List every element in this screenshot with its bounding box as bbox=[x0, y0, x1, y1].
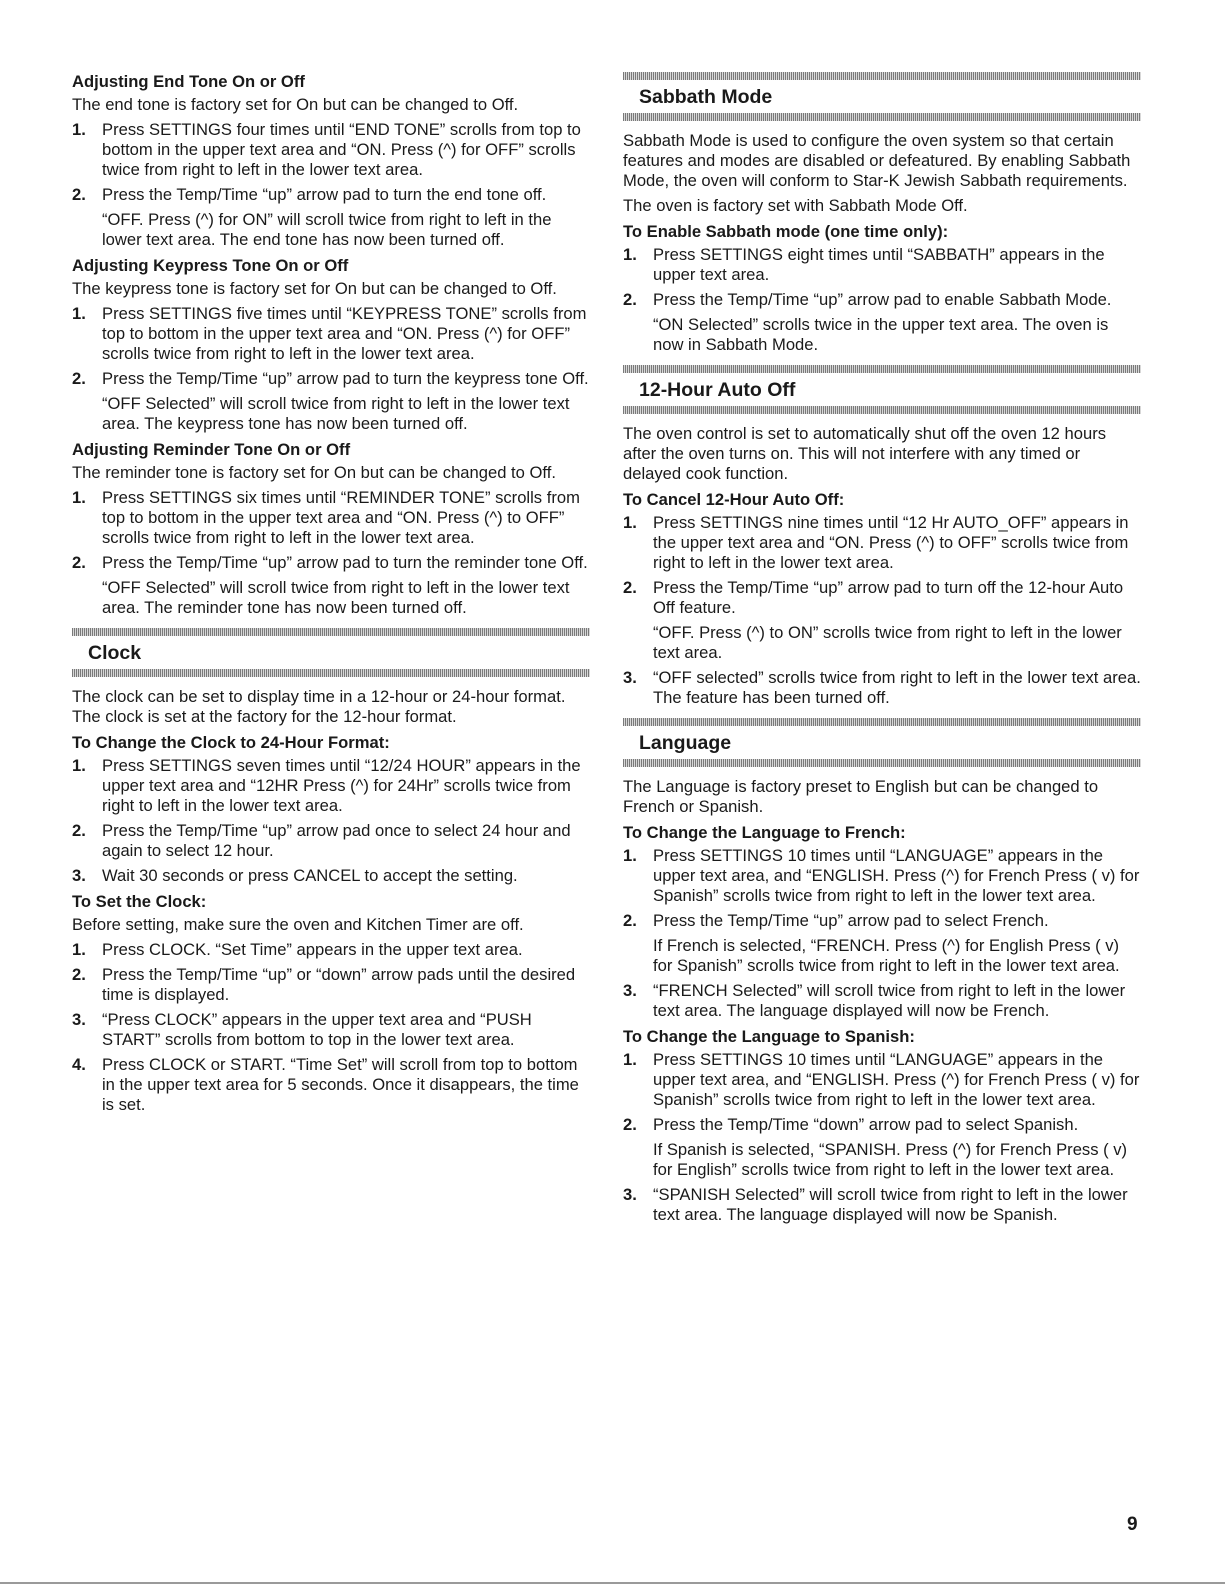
step-text: “Press CLOCK” appears in the upper text area and “PUSH START” scrolls from bottom to top in the lower text area. bbox=[102, 1010, 532, 1049]
step-number: 1. bbox=[623, 513, 637, 532]
step-item bbox=[623, 513, 1141, 573]
step-note: If French is selected, “FRENCH. Press (^) for English Press ( v) for Spanish” scrolls twice from right to left in the lower text area. bbox=[653, 936, 1120, 975]
auto-off-intro: The oven control is set to automatically shut off the oven 12 hours after the oven turns on. This will not interfere with any timed or delayed cook function. bbox=[623, 424, 1107, 483]
step-note: “ON Selected” scrolls twice in the upper text area. The oven is now in Sabbath Mode. bbox=[653, 315, 1109, 354]
step-item bbox=[72, 553, 590, 618]
step-text: Press SETTINGS five times until “KEYPRESS TONE” scrolls from top to bottom in the upper text area and “ON. Press (^) for OFF” scrolls twice from right to left in the lower text area. bbox=[102, 304, 587, 363]
step-number: 2. bbox=[72, 369, 86, 388]
step-number: 1. bbox=[72, 304, 86, 323]
step-item bbox=[623, 846, 1141, 906]
step-item bbox=[623, 578, 1141, 663]
step-item bbox=[72, 1055, 590, 1115]
step-text: Press the Temp/Time “up” arrow pad to turn the end tone off. bbox=[102, 185, 547, 204]
step-item bbox=[72, 756, 590, 816]
step-text: Press the Temp/Time “up” arrow pad to enable Sabbath Mode. bbox=[653, 290, 1112, 309]
step-text: Press SETTINGS six times until “REMINDER TONE” scrolls from top to bottom in the upper text area and “ON. Press (^) to OFF” scrolls twice from right to left in the lower text area. bbox=[102, 488, 580, 547]
step-text: Press the Temp/Time “up” arrow pad to select French. bbox=[653, 911, 1049, 930]
step-item bbox=[623, 245, 1141, 285]
language-spanish-steps bbox=[623, 1050, 1141, 1225]
clock-intro: The clock can be set to display time in a 12-hour or 24-hour format. The clock is set at the factory for the 12-hour format. bbox=[72, 687, 566, 726]
step-text: Wait 30 seconds or press CANCEL to accept the setting. bbox=[102, 866, 518, 885]
reminder-tone-heading: Adjusting Reminder Tone On or Off bbox=[72, 440, 351, 459]
step-note: “OFF. Press (^) to ON” scrolls twice from right to left in the lower text area. bbox=[653, 623, 1122, 662]
step-text: Press SETTINGS 10 times until “LANGUAGE” appears in the upper text area, and “ENGLISH. Press (^) for French Press ( v) for Spanish” scrolls twice from right to left in the lower text area. bbox=[653, 846, 1140, 905]
keypress-tone-intro: The keypress tone is factory set for On but can be changed to Off. bbox=[72, 279, 557, 298]
page-number: 9 bbox=[1127, 1514, 1138, 1535]
section-divider-top bbox=[623, 365, 1141, 373]
step-number: 1. bbox=[72, 756, 86, 775]
step-text: Press the Temp/Time “down” arrow pad to select Spanish. bbox=[653, 1115, 1079, 1134]
step-text: Press the Temp/Time “up” arrow pad to turn off the 12-hour Auto Off feature. bbox=[653, 578, 1124, 617]
step-number: 2. bbox=[623, 1115, 637, 1134]
step-text: Press SETTINGS nine times until “12 Hr AUTO_OFF” appears in the upper text area and “ON. Press (^) to OFF” scrolls twice from right to left in the lower text area. bbox=[653, 513, 1129, 572]
sabbath-title: Sabbath Mode bbox=[639, 86, 773, 108]
clock-format-steps bbox=[72, 756, 590, 886]
step-number: 2. bbox=[72, 185, 86, 204]
section-divider-top bbox=[623, 72, 1141, 80]
step-number: 2. bbox=[623, 578, 637, 597]
sabbath-intro-2: The oven is factory set with Sabbath Mode Off. bbox=[623, 196, 968, 215]
language-french-heading: To Change the Language to French: bbox=[623, 823, 906, 842]
step-number: 2. bbox=[623, 911, 637, 930]
right-column bbox=[623, 66, 1141, 1230]
step-number: 1. bbox=[72, 940, 86, 959]
step-item bbox=[623, 1185, 1141, 1225]
step-text: Press SETTINGS four times until “END TONE” scrolls from top to bottom in the upper text area and “ON. Press (^) for OFF” scrolls twice from right to left in the lower text area. bbox=[102, 120, 581, 179]
step-number: 3. bbox=[623, 1185, 637, 1204]
clock-set-intro: Before setting, make sure the oven and Kitchen Timer are off. bbox=[72, 915, 524, 934]
sabbath-intro: Sabbath Mode is used to configure the oven system so that certain features and modes are disabled or defeatured. By enabling Sabbath Mode, the oven will conform to Star-K Jewish Sabbath requirements. bbox=[623, 131, 1131, 190]
keypress-tone-steps bbox=[72, 304, 590, 434]
step-number: 1. bbox=[623, 1050, 637, 1069]
step-note: “OFF Selected” will scroll twice from right to left in the lower text area. The keypress tone has now been turned off. bbox=[102, 394, 570, 433]
section-divider-bottom bbox=[72, 669, 590, 677]
reminder-tone-intro: The reminder tone is factory set for On but can be changed to Off. bbox=[72, 463, 556, 482]
step-item bbox=[72, 821, 590, 861]
language-title: Language bbox=[639, 732, 732, 754]
bottom-border bbox=[0, 1582, 1225, 1584]
step-item bbox=[72, 940, 590, 960]
step-text: Press SETTINGS 10 times until “LANGUAGE” appears in the upper text area, and “ENGLISH. Press (^) for French Press ( v) for Spanish” scrolls twice from right to left in the lower text area. bbox=[653, 1050, 1140, 1109]
step-item bbox=[623, 981, 1141, 1021]
step-item bbox=[72, 1010, 590, 1050]
section-divider-bottom bbox=[623, 759, 1141, 767]
step-number: 2. bbox=[72, 553, 86, 572]
end-tone-steps bbox=[72, 120, 590, 250]
step-item bbox=[72, 120, 590, 180]
step-item bbox=[623, 1050, 1141, 1110]
step-item bbox=[72, 965, 590, 1005]
clock-format-heading: To Change the Clock to 24-Hour Format: bbox=[72, 733, 390, 752]
step-item bbox=[72, 369, 590, 434]
step-item bbox=[623, 668, 1141, 708]
end-tone-intro: The end tone is factory set for On but can be changed to Off. bbox=[72, 95, 519, 114]
step-text: “OFF selected” scrolls twice from right to left in the lower text area. The feature has been turned off. bbox=[653, 668, 1141, 707]
section-divider-top bbox=[72, 628, 590, 636]
step-number: 1. bbox=[72, 488, 86, 507]
language-section-header bbox=[623, 718, 1141, 767]
step-item bbox=[623, 911, 1141, 976]
step-number: 3. bbox=[72, 866, 86, 885]
keypress-tone-heading: Adjusting Keypress Tone On or Off bbox=[72, 256, 349, 275]
clock-set-heading: To Set the Clock: bbox=[72, 892, 207, 911]
step-number: 2. bbox=[72, 821, 86, 840]
step-text: Press the Temp/Time “up” or “down” arrow pads until the desired time is displayed. bbox=[102, 965, 576, 1004]
step-item bbox=[72, 185, 590, 250]
step-text: Press CLOCK or START. “Time Set” will scroll from top to bottom in the upper text area for 5 seconds. Once it disappears, the time is set. bbox=[102, 1055, 579, 1114]
step-number: 3. bbox=[72, 1010, 86, 1029]
clock-section-header bbox=[72, 628, 590, 677]
sabbath-section-header bbox=[623, 72, 1141, 121]
section-divider-bottom bbox=[623, 406, 1141, 414]
reminder-tone-steps bbox=[72, 488, 590, 618]
auto-off-steps bbox=[623, 513, 1141, 708]
language-spanish-heading: To Change the Language to Spanish: bbox=[623, 1027, 915, 1046]
step-text: Press the Temp/Time “up” arrow pad to turn the keypress tone Off. bbox=[102, 369, 589, 388]
section-divider-bottom bbox=[623, 113, 1141, 121]
step-text: Press SETTINGS seven times until “12/24 HOUR” appears in the upper text area and “12HR Press (^) for 24Hr” scrolls twice from right to left in the lower text area. bbox=[102, 756, 581, 815]
step-item bbox=[72, 304, 590, 364]
step-note: “OFF Selected” will scroll twice from right to left in the lower text area. The reminder tone has now been turned off. bbox=[102, 578, 570, 617]
step-number: 1. bbox=[623, 846, 637, 865]
step-note: “OFF. Press (^) for ON” will scroll twice from right to left in the lower text area. The end tone has now been turned off. bbox=[102, 210, 552, 249]
step-text: “SPANISH Selected” will scroll twice from right to left in the lower text area. The language displayed will now be Spanish. bbox=[653, 1185, 1128, 1224]
sabbath-enable-heading: To Enable Sabbath mode (one time only): bbox=[623, 222, 949, 241]
auto-off-section-header bbox=[623, 365, 1141, 414]
step-number: 2. bbox=[72, 965, 86, 984]
auto-off-cancel-heading: To Cancel 12-Hour Auto Off: bbox=[623, 490, 845, 509]
step-note: If Spanish is selected, “SPANISH. Press (^) for French Press ( v) for English” scrolls twice from right to left in the lower text area. bbox=[653, 1140, 1128, 1179]
step-text: “FRENCH Selected” will scroll twice from right to left in the lower text area. The language displayed will now be French. bbox=[653, 981, 1126, 1020]
step-text: Press the Temp/Time “up” arrow pad once to select 24 hour and again to select 12 hour. bbox=[102, 821, 571, 860]
step-item bbox=[623, 290, 1141, 355]
clock-title: Clock bbox=[88, 642, 142, 664]
step-number: 2. bbox=[623, 290, 637, 309]
step-item bbox=[72, 866, 590, 886]
step-text: Press SETTINGS eight times until “SABBATH” appears in the upper text area. bbox=[653, 245, 1105, 284]
language-intro: The Language is factory preset to English but can be changed to French or Spanish. bbox=[623, 777, 1099, 816]
language-french-steps bbox=[623, 846, 1141, 1021]
step-number: 1. bbox=[72, 120, 86, 139]
step-item bbox=[72, 488, 590, 548]
section-divider-top bbox=[623, 718, 1141, 726]
step-number: 4. bbox=[72, 1055, 86, 1074]
left-column bbox=[72, 66, 590, 1120]
sabbath-steps bbox=[623, 245, 1141, 355]
step-text: Press the Temp/Time “up” arrow pad to turn the reminder tone Off. bbox=[102, 553, 588, 572]
end-tone-heading: Adjusting End Tone On or Off bbox=[72, 72, 305, 91]
step-item bbox=[623, 1115, 1141, 1180]
step-number: 3. bbox=[623, 668, 637, 687]
step-number: 1. bbox=[623, 245, 637, 264]
auto-off-title: 12-Hour Auto Off bbox=[639, 379, 796, 401]
step-number: 3. bbox=[623, 981, 637, 1000]
clock-set-steps bbox=[72, 940, 590, 1115]
step-text: Press CLOCK. “Set Time” appears in the upper text area. bbox=[102, 940, 523, 959]
